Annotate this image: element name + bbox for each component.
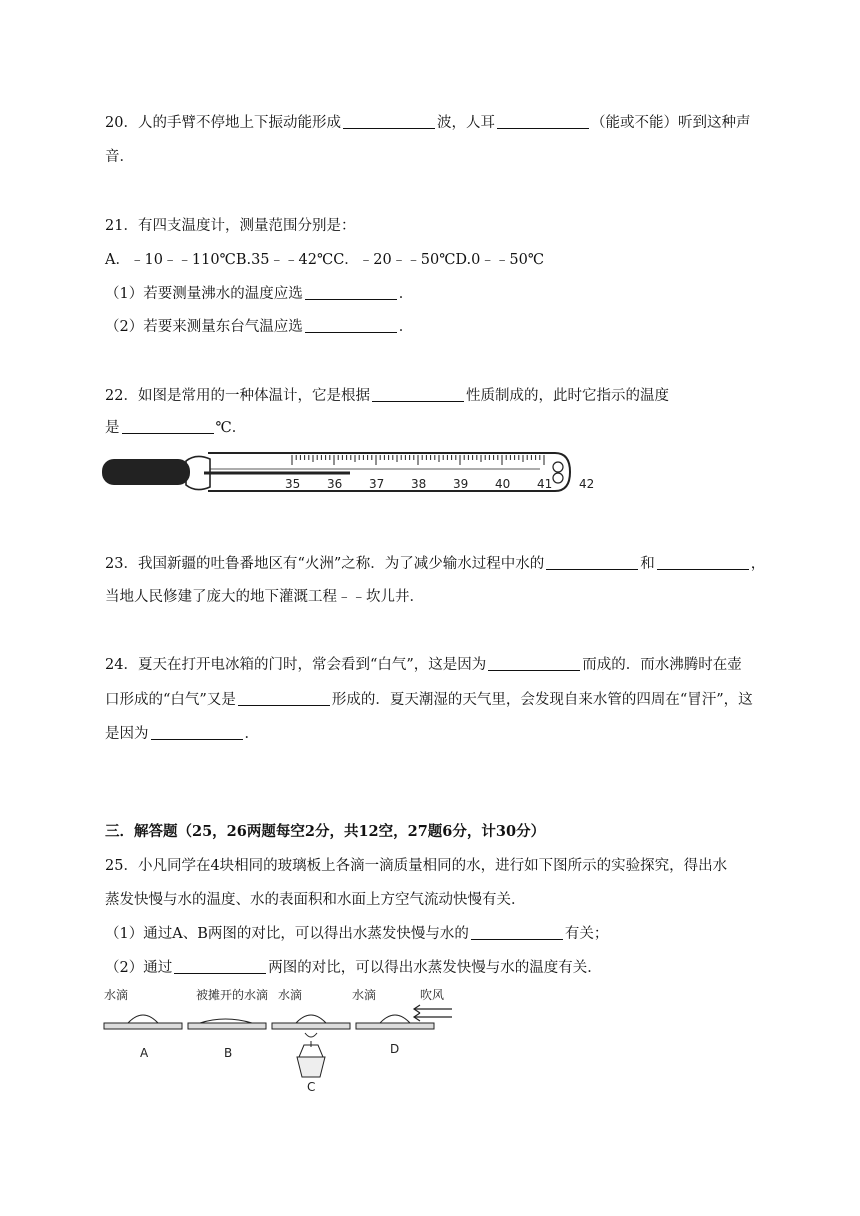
scale-label: 35 [285, 477, 301, 491]
scale-labels [285, 477, 594, 491]
thermometer-bulb [102, 459, 190, 485]
figure-label-c: C [307, 1080, 316, 1094]
q23-line2: 当地人民修建了庞大的地下灌溉工程﹣﹣坎儿井． [105, 589, 424, 605]
q22-line2: 是 ℃． [105, 420, 247, 436]
answer-blank[interactable] [174, 959, 266, 974]
water-drop-d [380, 1015, 410, 1023]
q23-line1: 23．我国新疆的吐鲁番地区有“火洲”之称．为了减少输水过程中水的 和 ， [105, 556, 766, 572]
q21-part1: （1）若要测量沸水的温度应选 ． [105, 286, 414, 302]
scale-label: 39 [453, 477, 469, 491]
scale-label: 38 [411, 477, 427, 491]
answer-blank[interactable] [238, 691, 330, 706]
label-drop-c: 水滴 [278, 988, 303, 1002]
label-drop-b: 被摊开的水滴 [196, 988, 269, 1002]
answer-blank[interactable] [343, 114, 435, 129]
q24-line2: 口形成的“白气”又是 形成的．夏天潮湿的天气里，会发现自来水管的四周在“冒汗”，这 [105, 692, 753, 708]
scale-label: 36 [327, 477, 343, 491]
water-drop-b [200, 1019, 252, 1023]
plate-b [188, 1023, 266, 1029]
answer-blank[interactable] [488, 656, 580, 671]
scale-ticks [292, 455, 544, 465]
plate-d [356, 1023, 434, 1029]
q25-line2: 蒸发快慢与水的温度、水的表面积和水面上方空气流动快慢有关． [105, 892, 526, 908]
figure-label-d: D [390, 1042, 400, 1056]
answer-blank[interactable] [151, 725, 243, 740]
answer-blank[interactable] [657, 555, 749, 570]
scale-label: 42 [579, 477, 595, 491]
q21-part2: （2）若要来测量东台气温应选 ． [105, 319, 414, 335]
plate-c [272, 1023, 350, 1029]
alcohol-lamp-icon [297, 1033, 325, 1077]
thermometer-figure [100, 447, 595, 505]
answer-blank[interactable] [471, 925, 563, 940]
scale-label: 41 [537, 477, 553, 491]
scale-label: 40 [495, 477, 511, 491]
q24-line1: 24．夏天在打开电冰箱的门时，常会看到“白气”，这是因为 而成的．而水沸腾时在壶 [105, 657, 742, 673]
water-drop-c [296, 1015, 326, 1023]
q21-stem: 21．有四支温度计，测量范围分别是： [105, 218, 356, 234]
answer-blank[interactable] [372, 387, 464, 402]
q25-part1: （1）通过A、B两图的对比，可以得出水蒸发快慢与水的 有关； [105, 926, 609, 942]
label-drop-d: 水滴 [352, 988, 377, 1002]
q20-line1: 20．人的手臂不停地上下振动能形成 波，人耳 （能或不能）听到这种声 [105, 115, 751, 131]
answer-blank[interactable] [305, 285, 397, 300]
wind-arrows [414, 1005, 452, 1021]
plate-a [104, 1023, 182, 1029]
figure-label-b: B [224, 1046, 233, 1060]
section-title: 三．解答题（25，26两题每空2分，共12空，27题6分，计30分） [105, 823, 546, 840]
figure-label-a: A [140, 1046, 149, 1060]
answer-blank[interactable] [497, 114, 589, 129]
water-drop-a [128, 1015, 158, 1023]
label-drop-a: 水滴 [104, 988, 129, 1002]
q24-line3: 是因为 ． [105, 726, 259, 742]
q25-line1: 25．小凡同学在4块相同的玻璃板上各滴一滴质量相同的水，进行如下图所示的实验探究，得出水 [105, 858, 728, 874]
answer-blank[interactable] [305, 318, 397, 333]
answer-blank[interactable] [122, 419, 214, 434]
answer-blank[interactable] [546, 555, 638, 570]
q25-part2: （2）通过 两图的对比，可以得出水蒸发快慢与水的温度有关． [105, 960, 602, 976]
q20-line2: 音． [105, 149, 134, 165]
q22-line1: 22．如图是常用的一种体温计，它是根据 性质制成的，此时它指示的温度 [105, 388, 669, 404]
label-wind: 吹风 [420, 988, 445, 1002]
q21-options: A．﹣10﹣﹣110℃B.35﹣﹣42℃C．﹣20﹣﹣50℃D.0﹣﹣50℃ [105, 252, 545, 268]
evaporation-figure [100, 985, 460, 1095]
scale-label: 37 [369, 477, 385, 491]
